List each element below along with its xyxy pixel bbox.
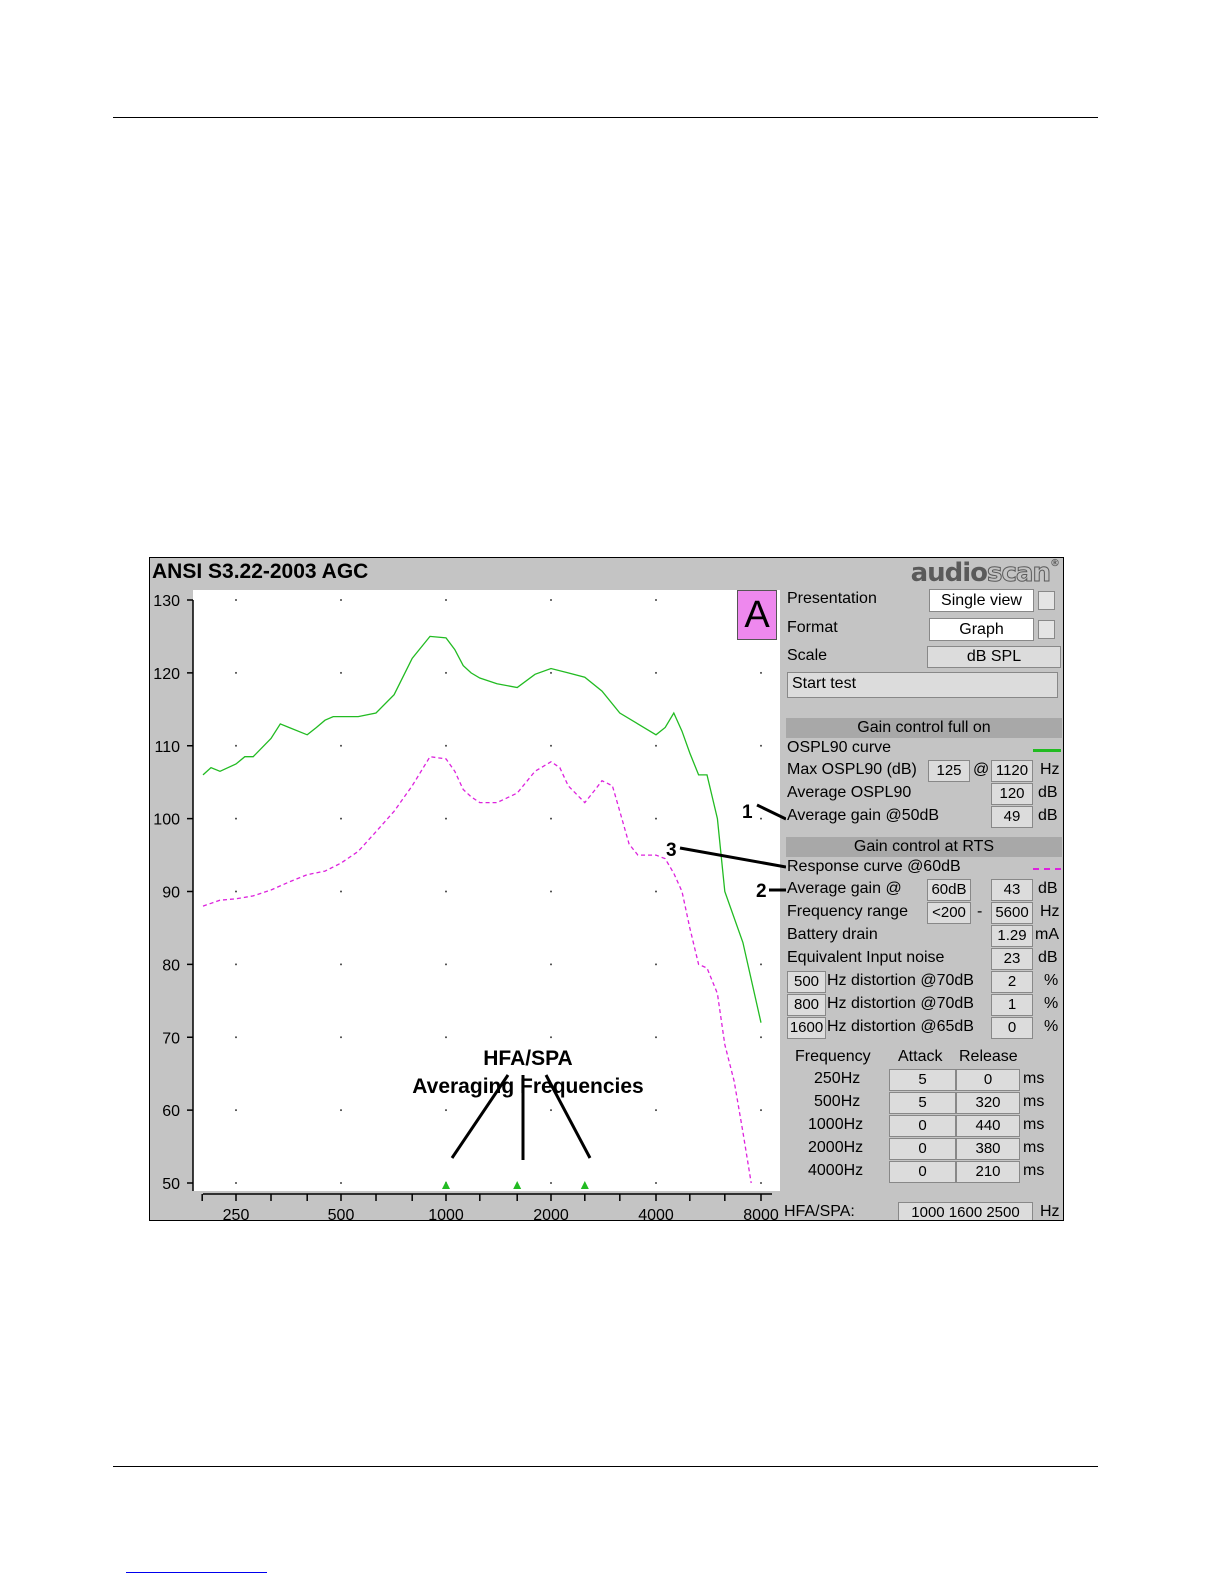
scale-label: Scale xyxy=(787,647,828,664)
ospl90-curve-label: OSPL90 curve xyxy=(787,739,892,756)
timing-row-freq: 1000Hz xyxy=(808,1116,864,1133)
timing-header-attack: Attack xyxy=(898,1048,943,1065)
max-ospl90-freq: 1120 xyxy=(991,760,1033,782)
x-tick-label: 250 xyxy=(222,1207,250,1220)
y-tick-label: 50 xyxy=(162,1176,180,1193)
timing-row-release: 440 xyxy=(956,1115,1020,1137)
grid-dot xyxy=(760,818,762,820)
grid-dot xyxy=(760,1036,762,1038)
timing-header-release: Release xyxy=(959,1048,1018,1065)
distortion-1600-unit: % xyxy=(1044,1018,1059,1035)
response-curve-label: Response curve @60dB xyxy=(787,858,961,875)
avg-ospl90-label: Average OSPL90 xyxy=(787,784,912,801)
callout-3: 3 xyxy=(666,840,677,861)
grid-dot xyxy=(550,672,552,674)
presentation-dropdown-button[interactable] xyxy=(1038,591,1055,610)
y-tick-label: 60 xyxy=(162,1103,180,1121)
freq-range-dash: - xyxy=(977,903,983,920)
avg-gain-rts-label: Average gain @ xyxy=(787,880,902,897)
battery-drain-unit: mA xyxy=(1035,926,1059,943)
grid-dot xyxy=(550,818,552,820)
y-tick-label: 110 xyxy=(154,738,180,756)
grid-dot xyxy=(340,818,342,820)
grid-dot xyxy=(340,963,342,965)
grid-dot xyxy=(340,599,342,601)
callout-1: 1 xyxy=(742,802,753,823)
grid-dot xyxy=(445,1109,447,1111)
grid-dot xyxy=(550,745,552,747)
grid-dot xyxy=(445,1036,447,1038)
grid-dot xyxy=(655,1182,657,1184)
timing-row-unit: ms xyxy=(1023,1162,1045,1179)
grid-dot xyxy=(445,599,447,601)
grid-dot xyxy=(655,818,657,820)
grid-dot xyxy=(235,818,237,820)
grid-dot xyxy=(235,599,237,601)
distortion-1600-label: Hz distortion @65dB xyxy=(827,1018,974,1035)
y-tick-label: 130 xyxy=(153,593,180,610)
format-label: Format xyxy=(787,619,838,636)
footer-link-underline[interactable] xyxy=(126,1572,267,1573)
response-chart xyxy=(150,588,786,1220)
grid-dot xyxy=(655,599,657,601)
grid-dot xyxy=(340,745,342,747)
grid-dot xyxy=(760,963,762,965)
ein-value: 23 xyxy=(991,948,1033,970)
freq-range-unit: Hz xyxy=(1040,903,1060,920)
y-tick-label: 100 xyxy=(153,811,180,829)
grid-dot xyxy=(550,1036,552,1038)
grid-dot xyxy=(340,1036,342,1038)
freq-range-label: Frequency range xyxy=(787,903,908,920)
hfa-spa-unit: Hz xyxy=(1040,1203,1060,1220)
timing-row-freq: 2000Hz xyxy=(808,1139,864,1156)
callout-2: 2 xyxy=(756,881,767,902)
freq-range-high: 5600 xyxy=(991,902,1033,924)
presentation-select[interactable]: Single view xyxy=(929,589,1034,612)
grid-dot xyxy=(550,891,552,893)
distortion-1600-freq: 1600 xyxy=(787,1017,826,1039)
y-tick-label: 90 xyxy=(162,884,180,902)
distortion-800-unit: % xyxy=(1044,995,1059,1012)
ospl90-legend-line xyxy=(1033,749,1061,752)
timing-row-release: 210 xyxy=(956,1161,1020,1183)
avg-gain-rts-unit: dB xyxy=(1038,880,1058,897)
battery-drain-label: Battery drain xyxy=(787,926,878,943)
grid-dot xyxy=(340,1109,342,1111)
audioscan-screen xyxy=(149,557,1064,1221)
x-tick-label: 500 xyxy=(327,1207,355,1220)
max-ospl90-value: 125 xyxy=(928,760,970,782)
timing-row-freq: 4000Hz xyxy=(808,1162,864,1179)
x-tick-label: 1000 xyxy=(428,1207,464,1220)
distortion-800-label: Hz distortion @70dB xyxy=(827,995,974,1012)
distortion-500-unit: % xyxy=(1044,972,1059,989)
timing-row-freq: 250Hz xyxy=(814,1070,861,1087)
header-rule xyxy=(113,117,1098,118)
hfa-title-line1: HFA/SPA xyxy=(483,1047,573,1070)
distortion-800-freq: 800 xyxy=(787,994,826,1016)
grid-dot xyxy=(550,1109,552,1111)
x-tick-label: 2000 xyxy=(533,1207,569,1220)
grid-dot xyxy=(550,599,552,601)
grid-dot xyxy=(760,1109,762,1111)
footer-rule xyxy=(113,1466,1098,1467)
response-legend-line xyxy=(1033,868,1061,870)
y-tick-label: 80 xyxy=(162,957,180,975)
timing-row-unit: ms xyxy=(1023,1070,1045,1087)
distortion-500-label: Hz distortion @70dB xyxy=(827,972,974,989)
avg-gain-50-label: Average gain @50dB xyxy=(787,807,940,824)
grid-dot xyxy=(445,891,447,893)
timing-row-unit: ms xyxy=(1023,1093,1045,1110)
grid-dot xyxy=(235,891,237,893)
timing-row-attack: 5 xyxy=(889,1092,956,1114)
logo-main: audio xyxy=(910,558,988,588)
grid-dot xyxy=(340,891,342,893)
grid-dot xyxy=(235,1109,237,1111)
presentation-label: Presentation xyxy=(787,590,877,607)
timing-row-attack: 0 xyxy=(889,1138,956,1160)
grid-dot xyxy=(340,672,342,674)
ein-label: Equivalent Input noise xyxy=(787,949,945,966)
x-tick-label: 8000 xyxy=(743,1207,779,1220)
grid-dot xyxy=(655,891,657,893)
freq-range-low: <200 xyxy=(927,902,971,924)
hfa-spa-label: HFA/SPA: xyxy=(784,1203,855,1220)
distortion-800-value: 1 xyxy=(991,994,1033,1016)
battery-drain-value: 1.29 xyxy=(991,925,1033,947)
timing-header-frequency: Frequency xyxy=(795,1048,871,1065)
format-dropdown-button[interactable] xyxy=(1038,620,1055,639)
full-on-header: Gain control full on xyxy=(786,718,1062,738)
grid-dot xyxy=(445,818,447,820)
hfa-spa-value: 1000 1600 2500 xyxy=(898,1202,1033,1221)
grid-dot xyxy=(655,745,657,747)
grid-dot xyxy=(445,963,447,965)
timing-row-release: 320 xyxy=(956,1092,1020,1114)
grid-dot xyxy=(550,963,552,965)
grid-dot xyxy=(445,672,447,674)
grid-dot xyxy=(655,1109,657,1111)
format-select[interactable]: Graph xyxy=(929,618,1034,641)
max-ospl90-label: Max OSPL90 (dB) xyxy=(787,761,917,778)
avg-ospl90-unit: dB xyxy=(1038,784,1058,801)
grid-dot xyxy=(655,963,657,965)
grid-dot xyxy=(235,963,237,965)
grid-dot xyxy=(235,745,237,747)
title-bar xyxy=(150,558,1063,588)
x-tick-label: 4000 xyxy=(638,1207,674,1220)
test-title: ANSI S3.22-2003 AGC xyxy=(152,560,369,583)
avg-gain-rts-value: 43 xyxy=(991,879,1033,901)
grid-dot xyxy=(760,672,762,674)
y-tick-label: 120 xyxy=(153,665,180,683)
grid-dot xyxy=(760,1182,762,1184)
ein-unit: dB xyxy=(1038,949,1058,966)
rts-header: Gain control at RTS xyxy=(786,837,1062,857)
channel-badge[interactable]: A xyxy=(737,590,777,640)
avg-gain-rts-level: 60dB xyxy=(927,879,971,901)
timing-row-release: 0 xyxy=(956,1069,1020,1091)
avg-gain-50-unit: dB xyxy=(1038,807,1058,824)
timing-row-freq: 500Hz xyxy=(814,1093,861,1110)
logo-accent: scan xyxy=(987,558,1050,588)
grid-dot xyxy=(760,745,762,747)
results-panel xyxy=(786,588,1063,1220)
timing-row-attack: 0 xyxy=(889,1115,956,1137)
timing-row-attack: 0 xyxy=(889,1161,956,1183)
grid-dot xyxy=(235,672,237,674)
grid-dot xyxy=(235,1182,237,1184)
grid-dot xyxy=(340,1182,342,1184)
grid-dot xyxy=(550,1182,552,1184)
y-tick-label: 70 xyxy=(162,1030,180,1048)
timing-row-unit: ms xyxy=(1023,1139,1045,1156)
grid-dot xyxy=(235,1036,237,1038)
start-test-button[interactable]: Start test xyxy=(787,672,1058,698)
max-ospl90-at: @ xyxy=(973,761,990,778)
logo-mark: ® xyxy=(1050,558,1059,569)
distortion-500-value: 2 xyxy=(991,971,1033,993)
max-ospl90-unit: Hz xyxy=(1040,761,1060,778)
distortion-500-freq: 500 xyxy=(787,971,826,993)
hfa-title-line2: Averaging Frequencies xyxy=(412,1075,644,1098)
distortion-1600-value: 0 xyxy=(991,1017,1033,1039)
avg-gain-50-value: 49 xyxy=(991,806,1033,828)
avg-ospl90-value: 120 xyxy=(991,783,1033,805)
timing-row-unit: ms xyxy=(1023,1116,1045,1133)
grid-dot xyxy=(445,745,447,747)
audioscan-logo xyxy=(911,558,1059,588)
grid-dot xyxy=(655,1036,657,1038)
timing-row-attack: 5 xyxy=(889,1069,956,1091)
timing-row-release: 380 xyxy=(956,1138,1020,1160)
scale-value[interactable]: dB SPL xyxy=(927,646,1061,668)
grid-dot xyxy=(655,672,657,674)
